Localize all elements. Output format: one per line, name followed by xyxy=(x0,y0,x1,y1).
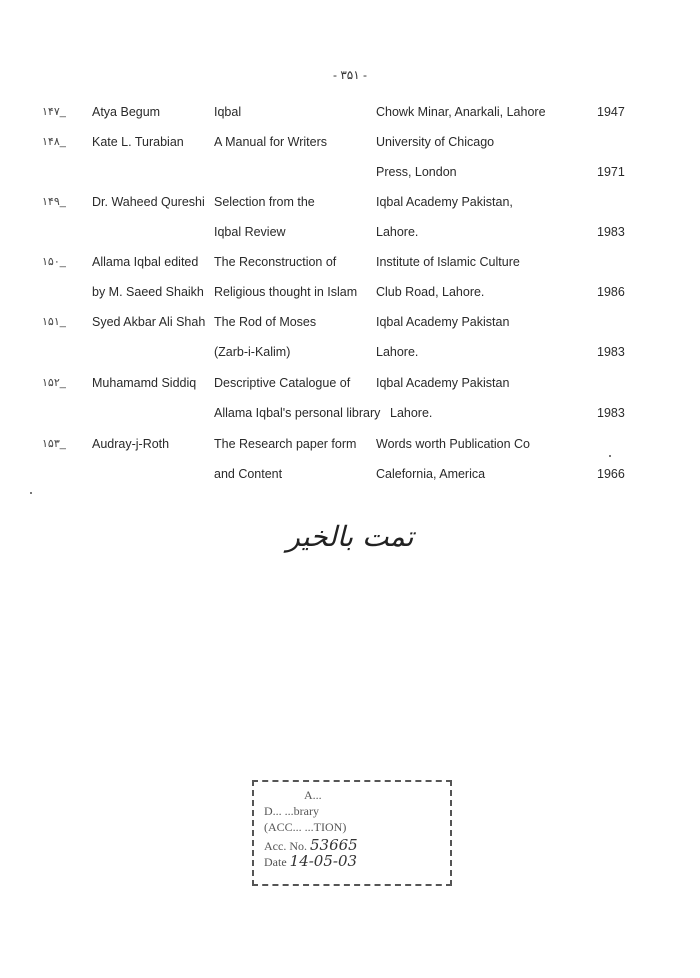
date-value: 14-05-03 xyxy=(289,852,358,868)
book-title: (Zarb-i-Kalim) xyxy=(214,345,291,359)
closing-phrase: تمت بالخیر xyxy=(286,520,414,553)
book-title: Iqbal xyxy=(214,105,242,119)
book-title: The Rod of Moses xyxy=(214,315,317,329)
publisher: Press, London xyxy=(376,165,457,179)
publisher: Lahore. xyxy=(390,406,433,420)
book-title: Iqbal Review xyxy=(214,225,286,239)
entry-number: ۱۴۷_ xyxy=(42,106,66,118)
entry-number: ۱۵۳_ xyxy=(42,438,66,450)
bibliography-row xyxy=(0,135,700,155)
stamp-line: (ACC... ...TION) xyxy=(264,820,347,834)
year: 1986 xyxy=(597,285,625,299)
publisher: University of Chicago xyxy=(376,135,495,149)
publisher: Club Road, Lahore. xyxy=(376,285,485,299)
scan-speck xyxy=(30,492,32,494)
page-number: - ۳۵۱ - xyxy=(332,68,368,82)
bibliography-row xyxy=(0,255,700,275)
publisher: Lahore. xyxy=(376,225,419,239)
bibliography-row xyxy=(0,376,700,396)
date-label: Date xyxy=(264,855,287,868)
year: 1966 xyxy=(597,467,625,481)
bibliography-row-continued xyxy=(0,406,700,426)
book-title: Descriptive Catalogue of xyxy=(214,376,351,390)
acc-label: Acc. No. xyxy=(264,839,307,852)
author: Kate L. Turabian xyxy=(92,135,184,149)
book-title: Religious thought in Islam xyxy=(214,285,358,299)
stamp-line: D... ...brary xyxy=(264,804,319,818)
accession-number xyxy=(264,836,440,852)
entry-number: ۱۵۰_ xyxy=(42,256,66,268)
book-title: and Content xyxy=(214,467,283,481)
publisher: Lahore. xyxy=(376,345,419,359)
book-title: The Research paper form xyxy=(214,437,357,451)
bibliography-row-continued xyxy=(0,225,700,245)
year: 1983 xyxy=(597,406,625,420)
author: Atya Begum xyxy=(92,105,161,119)
year: 1983 xyxy=(597,225,625,239)
year: 1983 xyxy=(597,345,625,359)
publisher: Chowk Minar, Anarkali, Lahore xyxy=(376,105,546,119)
bibliography-row-continued xyxy=(0,467,700,487)
publisher: Words worth Publication Co xyxy=(376,437,531,451)
bibliography-row xyxy=(0,105,700,125)
publisher: Institute of Islamic Culture xyxy=(376,255,520,269)
publisher: Iqbal Academy Pakistan xyxy=(376,315,510,329)
entry-number: ۱۴۹_ xyxy=(42,196,66,208)
author: Allama Iqbal edited xyxy=(92,255,199,269)
publisher: Calefornia, America xyxy=(376,467,486,481)
publisher: Iqbal Academy Pakistan, xyxy=(376,195,513,209)
entry-number: ۱۵۲_ xyxy=(42,377,66,389)
year: 1947 xyxy=(597,105,625,119)
author: Syed Akbar Ali Shah xyxy=(92,315,206,329)
year: 1971 xyxy=(597,165,625,179)
library-stamp xyxy=(252,780,452,886)
author: Audray-j-Roth xyxy=(92,437,170,451)
scan-speck xyxy=(609,455,611,457)
book-title: The Reconstruction of xyxy=(214,255,337,269)
acc-value: 53665 xyxy=(309,836,358,852)
bibliography-row xyxy=(0,437,700,457)
bibliography-row-continued xyxy=(0,165,700,185)
author: Dr. Waheed Qureshi xyxy=(92,195,205,209)
entry-number: ۱۴۸_ xyxy=(42,136,66,148)
publisher: Iqbal Academy Pakistan xyxy=(376,376,510,390)
entry-number: ۱۵۱_ xyxy=(42,316,66,328)
stamp-date xyxy=(264,852,440,868)
bibliography-row xyxy=(0,195,700,215)
bibliography-row-continued xyxy=(0,285,700,305)
book-title: A Manual for Writers xyxy=(214,135,328,149)
author: Muhamamd Siddiq xyxy=(92,376,197,390)
book-title: Selection from the xyxy=(214,195,315,209)
bibliography-row-continued xyxy=(0,345,700,365)
author: by M. Saeed Shaikh xyxy=(92,285,204,299)
bibliography-row xyxy=(0,315,700,335)
book-title: Allama Iqbal's personal library xyxy=(214,406,381,420)
stamp-line: A... xyxy=(304,788,322,802)
